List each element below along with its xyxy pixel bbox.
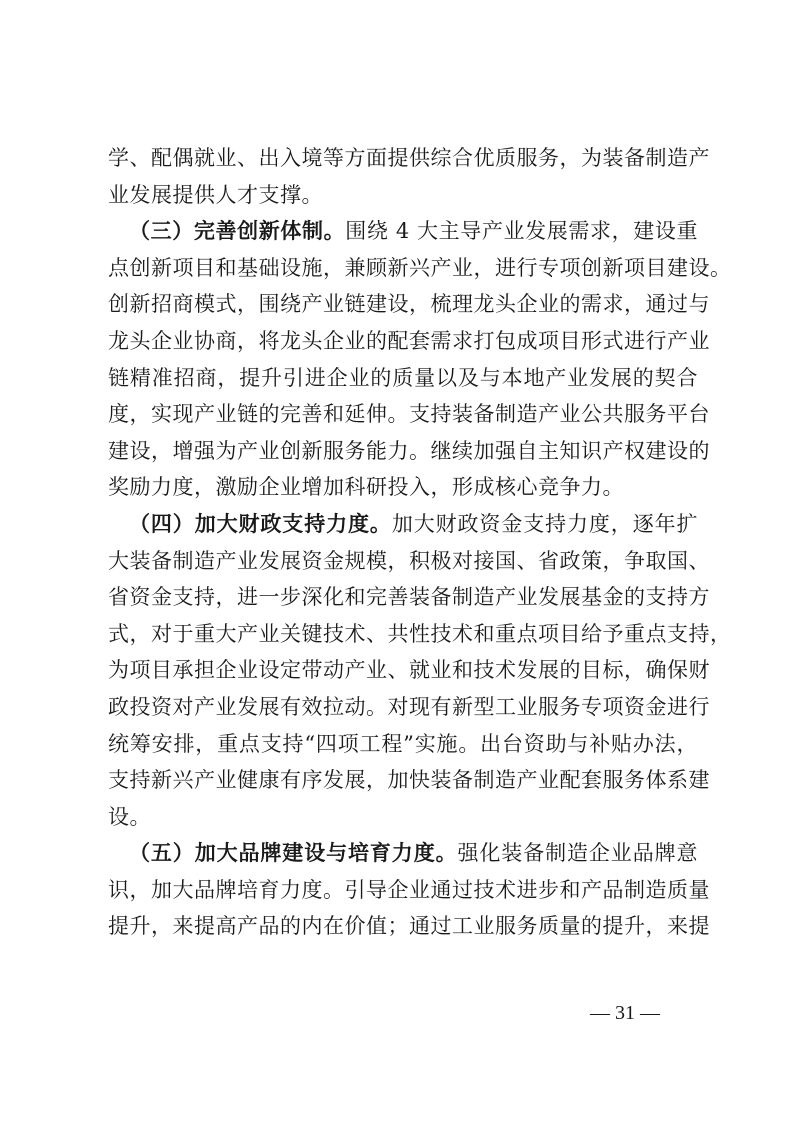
paragraph-line: 统筹安排，重点支持“四项工程”实施。出台资助与补贴办法， bbox=[108, 731, 698, 756]
paragraph-line: 度，实现产业链的完善和延伸。支持装备制造产业公共服务平台 bbox=[108, 402, 710, 427]
paragraph-3 bbox=[108, 506, 732, 835]
paragraph-line: 建设，增强为产业创新服务能力。继续加强自主知识产权建设的 bbox=[108, 438, 710, 463]
paragraph-line: 提升，来提高产品的内在价值；通过工业服务质量的提升，来提 bbox=[108, 914, 710, 939]
paragraph-line bbox=[108, 835, 698, 872]
section-heading: （四）加大财政支持力度。 bbox=[129, 511, 392, 536]
paragraph-line: 大装备制造产业发展资金规模，积极对接国、省政策，争取国、 bbox=[108, 548, 710, 573]
paragraph-line: 支持新兴产业健康有序发展，加快装备制造产业配套服务体系建 bbox=[108, 768, 710, 793]
paragraph-1 bbox=[108, 140, 710, 213]
paragraph-line bbox=[108, 213, 698, 250]
paragraph-text: 围绕 4 大主导产业发展需求，建设重 bbox=[345, 219, 698, 244]
paragraph-line: 式，对于重大产业关键技术、共性技术和重点项目给予重点支持， bbox=[108, 621, 732, 646]
paragraph-line: 创新招商模式，围绕产业链建设，梳理龙头企业的需求，通过与 bbox=[108, 292, 710, 317]
paragraph-line: 链精准招商，提升引进企业的质量以及与本地产业发展的契合 bbox=[108, 365, 698, 390]
paragraph-text: 强化装备制造企业品牌意 bbox=[457, 841, 698, 866]
paragraph-4 bbox=[108, 835, 710, 945]
paragraph-line: 点创新项目和基础设施，兼顾新兴产业，进行专项创新项目建设。 bbox=[108, 255, 732, 280]
section-heading: （五）加大品牌建设与培育力度。 bbox=[129, 841, 458, 866]
paragraph-line: 政投资对产业发展有效拉动。对现有新型工业服务专项资金进行 bbox=[108, 694, 710, 719]
paragraph-line: 为项目承担企业设定带动产业、就业和技术发展的目标，确保财 bbox=[108, 658, 710, 683]
paragraph-line: 设。 bbox=[108, 804, 151, 829]
paragraph-line: 学、配偶就业、出入境等方面提供综合优质服务，为装备制造产 bbox=[108, 146, 710, 170]
page-number: — 31 — bbox=[590, 1002, 660, 1024]
document-body bbox=[108, 140, 732, 945]
paragraph-text: 加大财政资金支持力度，逐年扩 bbox=[391, 511, 699, 536]
paragraph-2 bbox=[108, 213, 732, 506]
paragraph-line: 业发展提供人才支撑。 bbox=[108, 182, 323, 207]
paragraph-line: 识，加大品牌培育力度。引导企业通过技术进步和产品制造质量 bbox=[108, 877, 710, 902]
paragraph-line bbox=[108, 506, 698, 543]
paragraph-line: 省资金支持，进一步深化和完善装备制造产业发展基金的支持方 bbox=[108, 585, 710, 610]
section-heading: （三）完善创新体制。 bbox=[129, 219, 346, 244]
paragraph-line: 龙头企业协商，将龙头企业的配套需求打包成项目形式进行产业 bbox=[108, 328, 710, 353]
paragraph-line: 奖励力度，激励企业增加科研投入，形成核心竞争力。 bbox=[108, 475, 624, 500]
